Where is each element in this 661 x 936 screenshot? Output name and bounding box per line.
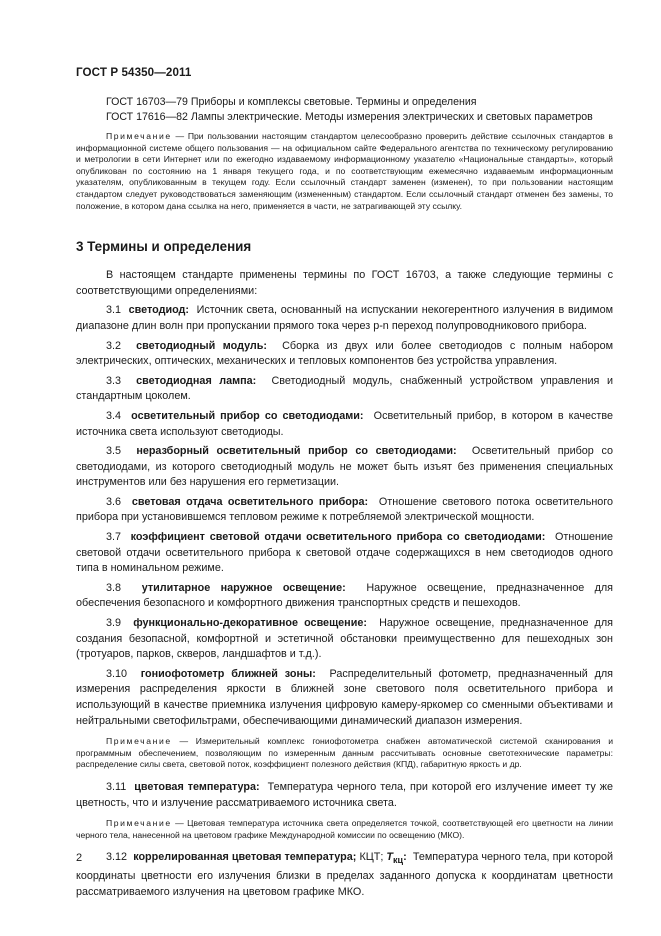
term-definition: Светодиодный модуль, снабженный устройством управления и стандартным цоколем.: [76, 374, 614, 403]
term-3-2: [76, 339, 613, 370]
term-3-8: [76, 581, 613, 612]
term-abbreviation: КЦТ;: [359, 851, 384, 864]
term-definition: Температура черного тела, при которой его излучение имеет ту же цветность, что и излучение рассматриваемого источника света.: [76, 780, 613, 809]
note-label: Примечание: [106, 131, 172, 141]
section-intro: В настоящем стандарте применены термины по ГОСТ 16703, а также следующие термины с соответствующими определениями:: [76, 269, 613, 297]
term-3-4: [76, 409, 613, 440]
term-3-5: [76, 444, 613, 491]
page-content: [76, 95, 613, 904]
term-3-7: [76, 530, 613, 577]
term-name: коррелированная цветовая температура;: [133, 851, 357, 864]
reference-line: ГОСТ 17616—82 Лампы электрические. Методы измерения электрических и световых параметров: [106, 111, 593, 123]
term-definition: Распределительный фотометр, предназначенный для измерения распределения яркости в ближней зоне светового поля осветительного прибора и использующий в качестве приемника излучения цифровую камеру-яркомер со сменными объективами и нейтральными светофильтрами, обеспечивающими динамический диапазон измерения.: [76, 667, 614, 727]
note-references: [76, 131, 613, 212]
term-definition: Отношение светового потока осветительного прибора при установившемся тепловом режиме к потребляемой электрической мощности.: [76, 495, 614, 524]
term-definition: Сборка из двух или более светодиодов с полным набором электрических, оптических, механических и тепловых компонентов без устройства управления.: [76, 339, 614, 368]
note-goniophotometer: [76, 736, 613, 771]
note-label: Примечание: [106, 818, 172, 829]
term-symbol-subscript: кц: [393, 855, 404, 866]
doc-header: ГОСТ Р 54350—2011: [76, 66, 192, 79]
note-color-temperature: [76, 818, 613, 841]
term-definition: Источник света, основанный на испускании некогерентного излучения в видимом диапазоне длин волн при пропускании прямого тока через p-n переход полупроводникового прибора.: [76, 304, 614, 332]
term-number: 3.3: [106, 374, 122, 387]
term-3-1: [76, 303, 613, 334]
term-definition: Осветительный прибор, в котором в качестве источника света используют светодиоды.: [76, 409, 613, 438]
term-definition: Осветительный прибор со светодиодами, из которого светодиодный модуль не может быть изъят без применения специальных инструментов или без нарушения его герметизации.: [76, 445, 613, 489]
term-3-9: [76, 616, 613, 663]
term-name: функционально-декоративное освещение:: [133, 617, 367, 630]
term-name: светодиод:: [128, 304, 189, 317]
term-3-12: 3.12 коррелированная цветовая температура; КЦТ; $T_{кц}$: Температура черного тела, при которой координаты цветности его излучения близки в пределах заданного допуска к координатам цветности рассматриваемого излучения на цветовом графике МКО.: [76, 851, 614, 898]
page-number: 2: [76, 852, 83, 864]
term-definition: Наружное освещение, предназначенное для обеспечения безопасного и комфортного движения транспортных средств и пешеходов.: [76, 581, 614, 610]
term-name: осветительный прибор со светодиодами:: [131, 409, 364, 422]
term-number: 3.5: [106, 445, 122, 458]
term-name: световая отдача осветительного прибора:: [131, 495, 369, 508]
note-label: Примечание: [106, 736, 172, 747]
term-definition: Отношение световой отдачи осветительного прибора к световой отдаче содержащихся в нем светодиодов одного типа в номинальном режиме.: [76, 531, 614, 575]
note-text: — Цветовая температура источника света определяется точкой, соответствующей его цветности на линии черного тела, нанесенной на цветовом графике Международной комиссии по освещению (МКО).: [76, 818, 614, 840]
term-number: 3.7: [106, 531, 122, 544]
term-3-3: [76, 374, 613, 405]
term-name: коэффициент световой отдачи осветительного прибора со светодиодами:: [130, 531, 546, 544]
term-name: цветовая температура:: [134, 780, 260, 793]
term-number: 3.4: [106, 409, 122, 422]
term-symbol: T: [386, 851, 394, 864]
term-3-11: [76, 780, 613, 811]
term-number: 3.9: [106, 617, 122, 630]
term-name: светодиодный модуль:: [136, 339, 268, 352]
term-number: 3.6: [106, 495, 122, 508]
note-text: — При пользовании настоящим стандартом целесообразно проверить действие ссылочных стандартов в информационной системе общего пользования — на официальном сайте Федерального агентства по техническому регулированию и метрологии в сети Интернет или по ежегодно издаваемому информационному указателю «Национальные стандарты», который опубликован по состоянию на 1 января текущего года, и по соответствующим ежемесячно издаваемым информационным указателям, опубликованным в текущем году. Если ссылочный стандарт заменен (изменен), то при пользовании настоящим стандартом следует руководствоваться заменяющим (измененным) стандартом. Если ссылочный стандарт отменен без замены, то положение, в котором дана ссылка на него, применяется в части, не затрагивающей эту ссылку.: [76, 131, 613, 211]
term-name: утилитарное наружное освещение:: [141, 581, 346, 594]
term-number: 3.12: [106, 851, 128, 864]
term-3-6: [76, 495, 613, 526]
term-name: неразборный осветительный прибор со светодиодами:: [136, 445, 457, 458]
reference-line: ГОСТ 16703—79 Приборы и комплексы световые. Термины и определения: [106, 96, 477, 108]
term-number: 3.2: [106, 339, 122, 352]
term-number: 3.8: [106, 581, 122, 594]
term-number: 3.10: [106, 667, 128, 680]
note-text: — Измерительный комплекс гониофотометра снабжен автоматической системой сканирования и программным обеспечением, позволяющим по измеренным данным рассчитывать основные светотехнические параметры: распределение силы света, световой поток, коэффициент полезного действия (КПД), габаритную яркость и др.: [76, 736, 613, 770]
term-number: 3.11: [106, 780, 127, 793]
term-name: гониофотометр ближней зоны:: [140, 667, 316, 680]
term-name: светодиодная лампа:: [136, 374, 257, 387]
term-number: 3.1: [106, 304, 122, 317]
section-title: 3 Термины и определения: [76, 239, 252, 255]
term-3-10: [76, 667, 613, 729]
term-definition: Температура черного тела, при которой координаты цветности его излучения близки в пределах заданного допуска к координатам цветности рассматриваемого излучения на цветовом графике МКО.: [76, 851, 614, 898]
term-definition: Наружное освещение, предназначенное для создания безопасной, комфортной и эстетичной обстановки преимущественно для пешеходных зон (тротуаров, парков, скверов, ландшафтов и т.д.).: [76, 617, 613, 661]
